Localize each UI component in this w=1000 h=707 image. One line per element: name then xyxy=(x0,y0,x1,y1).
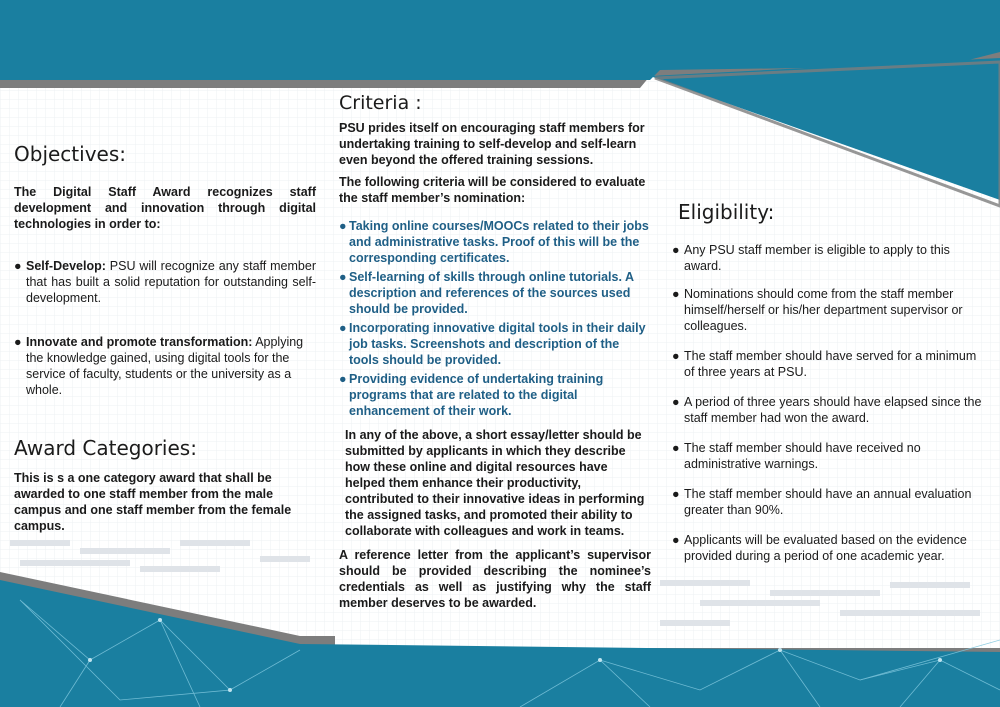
eligibility-item xyxy=(672,440,990,472)
criteria-item-digital-tools xyxy=(339,320,651,368)
bullet-icon: ● xyxy=(672,487,680,501)
eligibility-item xyxy=(672,242,990,274)
objectives-heading: Objectives: xyxy=(14,142,126,166)
eligibility-item xyxy=(672,394,990,426)
criteria-essay: In any of the above, a short essay/letter should be submitted by applicants in which they describe how these online and digital resources have helped them enhance their productivity, contributed to their innovative ideas in performing the assigned tasks, and promoted their ability to collaborate with colleagues and work in teams. xyxy=(345,428,645,538)
criteria-heading: Criteria : xyxy=(339,92,422,114)
criteria-intro-1: PSU prides itself on encouraging staff members for undertaking training to self-develop and self-learn even beyond the offered training sessions. xyxy=(339,121,645,167)
bullet-icon: ● xyxy=(672,533,680,547)
eligibility-item-text: The staff member should have served for a minimum of three years at PSU. xyxy=(684,349,977,379)
objectives-intro: The Digital Staff Award recognizes staff development and innovation through digital technologies in order to: xyxy=(14,185,316,231)
criteria-item-text: Taking online courses/MOOCs related to their jobs and administrative tasks. Proof of this will be the corresponding certificates. xyxy=(349,219,649,265)
bullet-icon: ● xyxy=(672,395,680,409)
criteria-item-training-programs xyxy=(339,371,651,419)
criteria-item-text: Incorporating innovative digital tools in their daily job tasks. Screenshots and description of the tools should be provided. xyxy=(349,321,646,367)
criteria-item-self-learning xyxy=(339,269,651,317)
bullet-icon: ● xyxy=(339,321,347,335)
criteria-intro-2: The following criteria will be considered to evaluate the staff member’s nomination: xyxy=(339,175,646,205)
bullet-icon: ● xyxy=(672,287,680,301)
bullet-icon: ● xyxy=(14,259,22,273)
objective-item-self-develop xyxy=(14,258,316,306)
objective-text: Applying the knowledge gained, using digital tools for the service of faculty, students or the university as a whole. xyxy=(26,335,304,397)
eligibility-item xyxy=(672,486,990,518)
criteria-item-online-courses xyxy=(339,218,651,266)
eligibility-item-text: A period of three years should have elapsed since the staff member had won the award. xyxy=(684,395,982,425)
eligibility-item-text: Nominations should come from the staff member himself/herself or his/her department supervisor or colleagues. xyxy=(684,287,963,333)
bullet-icon: ● xyxy=(339,219,347,233)
eligibility-item-text: Applicants will be evaluated based on the evidence provided during a period of one academic year. xyxy=(684,533,967,563)
criteria-section xyxy=(339,92,651,611)
bullet-icon: ● xyxy=(14,335,22,349)
objectives-section xyxy=(14,142,316,398)
objective-label: Self-Develop: xyxy=(26,259,106,273)
bullet-icon: ● xyxy=(672,441,680,455)
criteria-item-text: Self-learning of skills through online tutorials. A description and references of the sources used should be provided. xyxy=(349,270,634,316)
eligibility-item-text: The staff member should have an annual evaluation greater than 90%. xyxy=(684,487,972,517)
eligibility-heading: Eligibility: xyxy=(678,200,775,224)
criteria-reference-letter: A reference letter from the applicant’s supervisor should be provided describing the nominee’s credentials as well as justifying why the staff member deserves to be awarded. xyxy=(339,548,651,610)
eligibility-section xyxy=(672,200,990,564)
objective-label: Innovate and promote transformation: xyxy=(26,335,253,349)
eligibility-item xyxy=(672,348,990,380)
bullet-icon: ● xyxy=(339,372,347,386)
award-categories-heading: Award Categories: xyxy=(14,436,197,460)
bullet-icon: ● xyxy=(672,349,680,363)
bullet-icon: ● xyxy=(672,243,680,257)
objective-text: PSU will recognize any staff member that has built a solid reputation for outstanding self-development. xyxy=(26,259,316,305)
eligibility-item xyxy=(672,286,990,334)
criteria-item-text: Providing evidence of undertaking training programs that are related to the digital enhancement of their work. xyxy=(349,372,604,418)
award-categories-section xyxy=(14,436,322,534)
award-categories-text: This is s a one category award that shall be awarded to one staff member from the male campus and one staff member from the female campus. xyxy=(14,471,292,533)
objective-item-innovate xyxy=(14,334,316,398)
bullet-icon: ● xyxy=(339,270,347,284)
eligibility-item xyxy=(672,532,990,564)
eligibility-item-text: Any PSU staff member is eligible to apply to this award. xyxy=(684,243,950,273)
eligibility-item-text: The staff member should have received no administrative warnings. xyxy=(684,441,921,471)
